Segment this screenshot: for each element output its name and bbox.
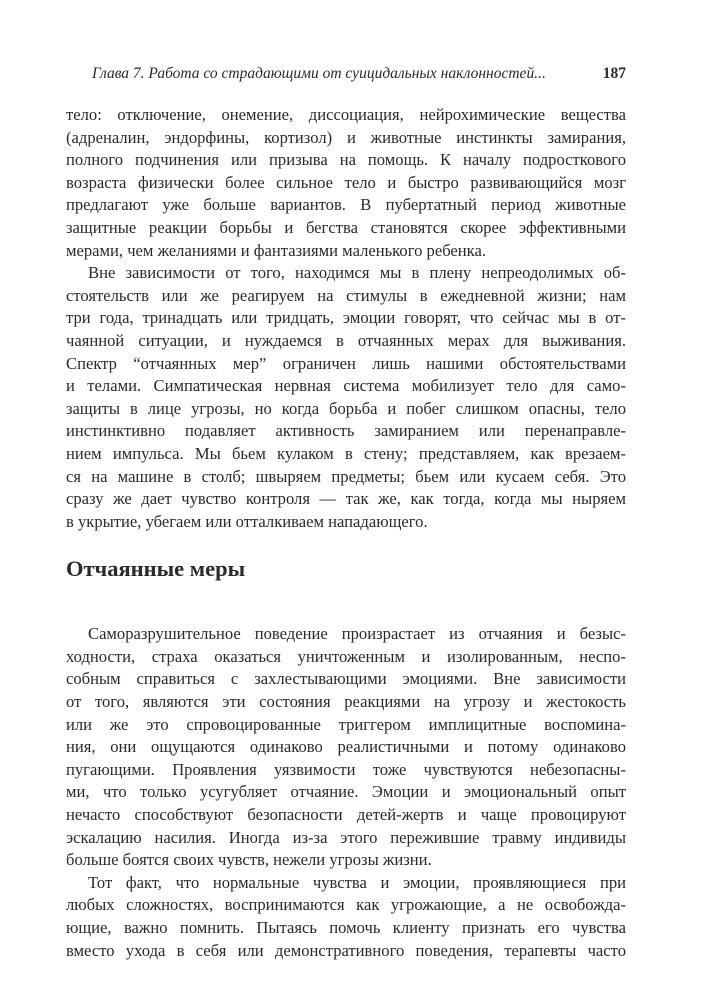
- text-line: Тот факт, что нормальные чувства и эмоции, проявляющиеся при: [88, 872, 626, 892]
- text-line: ся на машине в столб; швыряем предметы; бьем или кусаем себя. Это: [66, 466, 626, 486]
- paragraph: [66, 262, 626, 533]
- text-line: предлагают уже больше вариантов. В пубертатный период животные: [66, 195, 626, 215]
- text-line: сразу же дает чувство контроля — так же, как тогда, когда мы ныряем: [66, 489, 626, 509]
- text-line: защитные реакции борьбы и бегства становятся скорее эффективными: [66, 217, 626, 237]
- text-line: Саморазрушительное поведение произрастает из отчаяния и безыс-: [88, 624, 626, 644]
- text-line: защиты в лице угрозы, но когда борьба и побег слишком опасны, тело: [66, 398, 626, 418]
- text-line: мерами, чем желаниями и фантазиями маленького ребенка.: [66, 240, 486, 260]
- paragraph: [66, 623, 626, 872]
- text-line: ния, они ощущаются одинаково реалистичными и потому одинаково: [66, 737, 626, 757]
- text-line: стоятельств или же реагируем на стимулы в ежедневной жизни; нам: [66, 285, 626, 305]
- body-text: [66, 104, 626, 962]
- text-line: вместо ухода в себя или демонстративного поведения, терапевты часто: [66, 940, 626, 960]
- text-line: эскалацию насилия. Иногда из-за этого пережившие травму индивиды: [66, 827, 626, 847]
- text-line: больше боятся своих чувств, нежели угрозы жизни.: [66, 850, 432, 870]
- text-line: чаянной ситуации, и нуждаемся в отчаянных мерах для выживания.: [66, 330, 626, 350]
- text-line: нием импульса. Мы бьем кулаком в стену; представляем, как врезаем-: [66, 443, 626, 463]
- text-line: собным справиться с захлестывающими эмоциями. Вне зависимости: [66, 669, 626, 689]
- text-line: ходности, страха оказаться уничтоженным и изолированным, неспо-: [66, 646, 626, 666]
- text-line: тело: отключение, онемение, диссоциация, нейрохимические вещества: [66, 105, 626, 124]
- section-heading: Отчаянные меры: [66, 556, 246, 582]
- paragraph: [66, 104, 626, 262]
- text-line: или же это спровоцированные триггером имплицитные воспомина-: [66, 714, 626, 734]
- text-line: три года, тринадцать или тридцать, эмоции говорят, что сейчас мы в от-: [66, 308, 626, 328]
- paragraph: [66, 872, 626, 962]
- text-line: любых сложностях, воспринимаются как угрожающие, а не освобожда-: [66, 895, 626, 915]
- text-line: и телами. Симпатическая нервная система мобилизует тело для само-: [66, 376, 626, 396]
- text-line: от того, являются эти состояния реакциями на угрозу и жестокость: [66, 692, 626, 712]
- text-line: Вне зависимости от того, находимся мы в плену непреодолимых об-: [88, 263, 626, 283]
- text-line: (адреналин, эндорфины, кортизол) и животные инстинкты замирания,: [66, 127, 626, 147]
- text-line: ми, что только усугубляет отчаяние. Эмоции и эмоциональный опыт: [66, 782, 626, 802]
- running-header: [92, 62, 626, 86]
- text-line: возраста физически более сильное тело и быстро развивающийся мозг: [66, 172, 626, 192]
- page-number: 187: [602, 65, 626, 82]
- text-line: нечасто способствуют безопасности детей-жертв и чаще провоцируют: [66, 805, 626, 825]
- text-line: в укрытие, убегаем или отталкиваем нападающего.: [66, 511, 428, 531]
- text-line: инстинктивно подавляет активность замиранием или перенаправле-: [66, 421, 626, 441]
- section-heading-block: [66, 533, 626, 623]
- text-line: ющие, важно помнить. Пытаясь помочь клиенту признать его чувства: [66, 918, 626, 937]
- text-line: Спектр “отчаянных мер” ограничен лишь нашими обстоятельствами: [66, 353, 626, 373]
- text-line: пугающими. Проявления уязвимости тоже чувствуются небезопасны-: [66, 759, 626, 779]
- text-line: полного подчинения или призыва на помощь. К началу подросткового: [66, 150, 626, 170]
- chapter-title: Глава 7. Работа со страдающими от суицидальных наклонностей...: [92, 65, 546, 82]
